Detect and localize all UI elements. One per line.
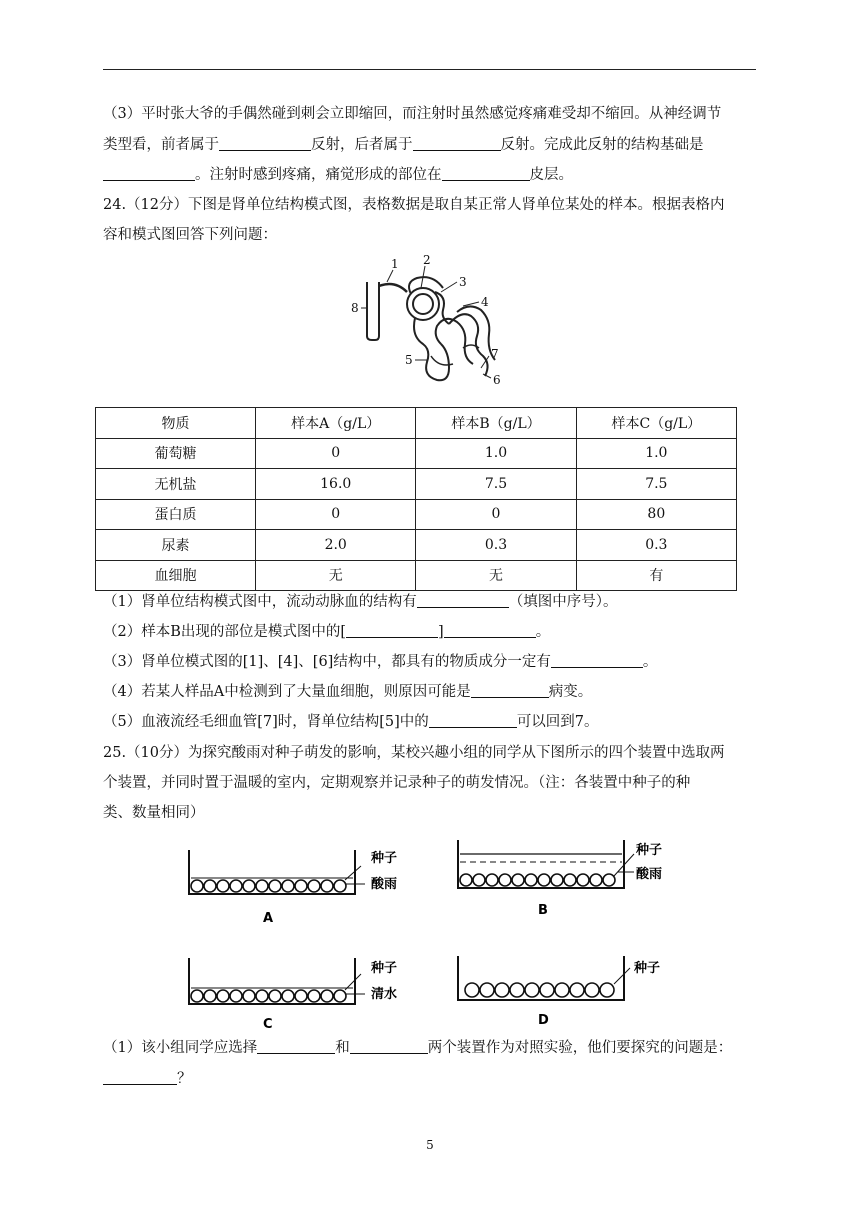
answer-blank[interactable] <box>219 136 311 151</box>
table-cell: 0 <box>256 499 416 530</box>
table-cell: 16.0 <box>256 469 416 500</box>
q24-intro-line1: 24.（12分）下图是肾单位结构模式图，表格数据是取自某正常人肾单位某处的样本。根据表格内 <box>103 197 725 213</box>
device-b-label-liquid: 酸雨 <box>636 867 663 882</box>
q23-3-line3: 。注射时感到疼痛，痛觉形成的部位在 皮层。 <box>103 165 758 185</box>
device-a-label-seed: 种子 <box>371 851 398 866</box>
table-cell: 2.0 <box>256 530 416 561</box>
table-cell: 0 <box>416 499 576 530</box>
nephron-diagram <box>345 252 515 392</box>
q25-sub1-line2: ？ <box>103 1069 758 1089</box>
device-c-label-seed: 种子 <box>371 961 398 976</box>
table-cell: 7.5 <box>576 469 736 500</box>
table-cell: 0.3 <box>576 530 736 561</box>
q24-sub5: （5）血液流经毛细血管[7]时，肾单位结构[5]中的 可以回到7。 <box>103 714 599 730</box>
table-cell: 无机盐 <box>96 469 256 500</box>
q23-3-line1: （3）平时张大爷的手偶然碰到刺会立即缩回，而注射时虽然感觉疼痛难受却不缩回。从神经调节 <box>103 106 722 122</box>
answer-blank[interactable] <box>103 166 195 181</box>
device-a-letter: A <box>263 911 274 926</box>
answer-blank[interactable] <box>346 623 438 638</box>
device-b-letter: B <box>538 903 548 918</box>
device-b-label-seed: 种子 <box>636 843 663 858</box>
table-header-cell: 样本B（g/L） <box>416 408 576 439</box>
device-a-label-liquid: 酸雨 <box>371 877 398 892</box>
q24-intro-line2: 容和模式图回答下列问题： <box>103 227 277 243</box>
table-row <box>96 499 737 530</box>
answer-blank[interactable] <box>442 166 530 181</box>
table-header-cell: 物质 <box>96 408 256 439</box>
figure-label-3: 3 <box>459 275 467 289</box>
answer-blank[interactable] <box>551 653 643 668</box>
table-row <box>96 530 737 561</box>
q25-sub1: （1）该小组同学应选择 和 两个装置作为对照实验，他们要探究的问题是： <box>103 1040 733 1056</box>
table-row <box>96 469 737 500</box>
q23-3-line2: 类型看，前者属于 反射，后者属于 反射。完成此反射的结构基础是 <box>103 137 704 153</box>
table-cell: 无 <box>256 560 416 591</box>
table-cell: 尿素 <box>96 530 256 561</box>
answer-blank[interactable] <box>417 593 509 608</box>
table-cell: 1.0 <box>576 438 736 469</box>
q25-intro-line1: 25.（10分）为探究酸雨对种子萌发的影响，某校兴趣小组的同学从下图所示的四个装置中选取两 <box>103 745 725 761</box>
answer-blank[interactable] <box>444 623 536 638</box>
q24-sub1: （1）肾单位结构模式图中，流动动脉血的结构有 （填图中序号）。 <box>103 594 618 610</box>
table-cell: 无 <box>416 560 576 591</box>
table-cell: 血细胞 <box>96 560 256 591</box>
table-cell: 蛋白质 <box>96 499 256 530</box>
answer-blank[interactable] <box>257 1039 335 1054</box>
device-d <box>452 950 682 1032</box>
q25-intro-line2: 个装置，并同时置于温暖的室内，定期观察并记录种子的萌发情况。（注：各装置中种子的种 <box>103 775 691 791</box>
device-d-label-seed: 种子 <box>634 961 661 976</box>
q24-sub4: （4）若某人样品A中检测到了大量血细胞，则原因可能是 病变。 <box>103 684 593 700</box>
table-cell: 0 <box>256 438 416 469</box>
table-header-cell: 样本A（g/L） <box>256 408 416 439</box>
figure-label-2: 2 <box>423 253 431 267</box>
answer-blank[interactable] <box>471 683 549 698</box>
device-c-letter: C <box>263 1017 273 1032</box>
page-number: 5 <box>426 1138 434 1152</box>
device-a <box>183 836 413 928</box>
device-b <box>452 836 682 928</box>
table-header-row <box>96 408 737 439</box>
device-c-label-liquid: 清水 <box>371 987 398 1002</box>
figure-label-1: 1 <box>391 257 399 271</box>
table-cell: 1.0 <box>416 438 576 469</box>
q24-sub2: （2）样本B出现的部位是模式图中的[ ] 。 <box>103 624 551 640</box>
table-header-cell: 样本C（g/L） <box>576 408 736 439</box>
answer-blank[interactable] <box>103 1070 177 1085</box>
answer-blank[interactable] <box>429 713 517 728</box>
table-cell: 80 <box>576 499 736 530</box>
header-rule <box>103 69 756 70</box>
table-row <box>96 560 737 591</box>
table-cell: 7.5 <box>416 469 576 500</box>
table-cell: 有 <box>576 560 736 591</box>
device-d-letter: D <box>538 1013 549 1028</box>
q25-intro-line3: 类、数量相同） <box>103 805 205 821</box>
table-cell: 0.3 <box>416 530 576 561</box>
table-cell: 葡萄糖 <box>96 438 256 469</box>
device-c <box>183 950 413 1032</box>
sample-table <box>95 407 737 591</box>
figure-label-5: 5 <box>405 353 413 367</box>
figure-label-4: 4 <box>481 295 489 309</box>
figure-label-6: 6 <box>493 373 501 387</box>
figure-label-8: 8 <box>351 301 359 315</box>
q24-sub3: （3）肾单位模式图的[1]、[4]、[6]结构中，都具有的物质成分一定有 。 <box>103 654 658 670</box>
table-row <box>96 438 737 469</box>
answer-blank[interactable] <box>350 1039 428 1054</box>
answer-blank[interactable] <box>413 136 501 151</box>
figure-label-7: 7 <box>491 347 499 361</box>
